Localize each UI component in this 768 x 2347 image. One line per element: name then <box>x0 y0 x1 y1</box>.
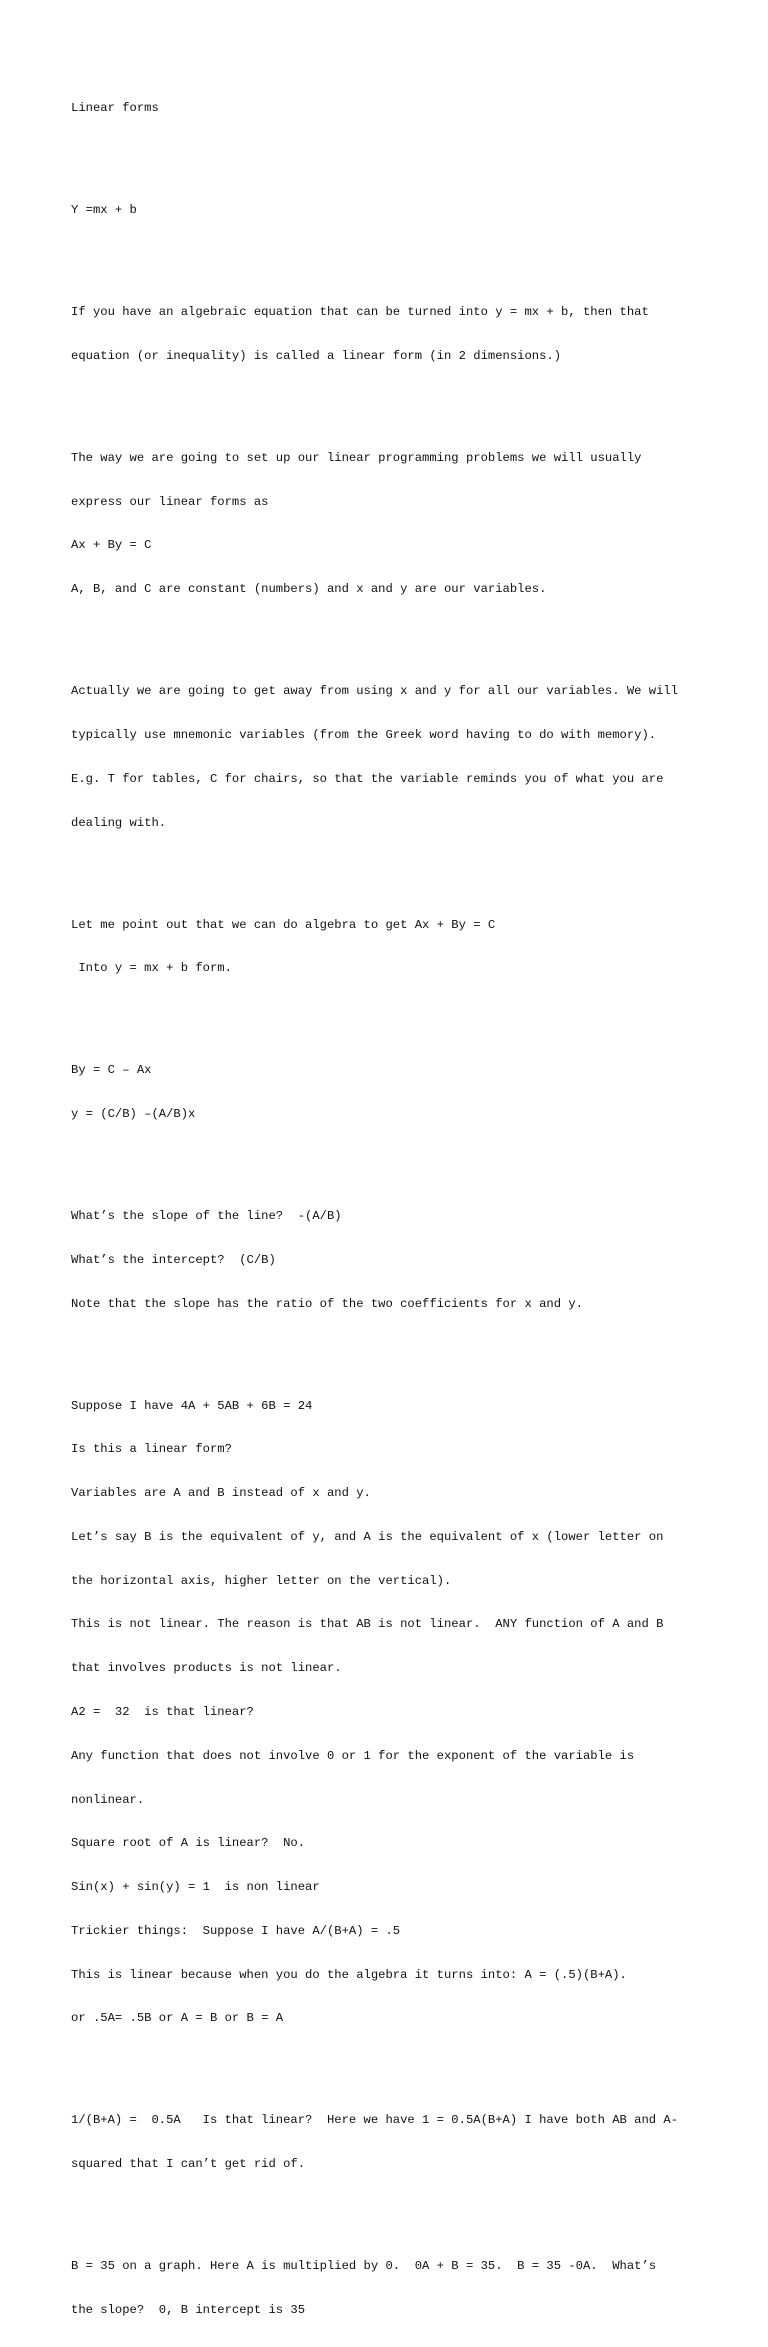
text-line: Sin(x) + sin(y) = 1 is non linear <box>71 1880 320 1895</box>
text-line: the slope? 0, B intercept is 35 <box>71 2302 306 2317</box>
text-line: By = C – Ax <box>71 1063 152 1078</box>
paragraph-slope-intercept <box>71 1180 711 1341</box>
text-line: B = 35 on a graph. Here A is multiplied by 0. 0A + B = 35. B = 35 -0A. What’s <box>71 2259 657 2274</box>
text-line: Note that the slope has the ratio of the two coefficients for x and y. <box>71 1296 583 1311</box>
text-line: dealing with. <box>71 815 167 830</box>
text-line: Y =mx + b <box>71 203 137 218</box>
text-line: A, B, and C are constant (numbers) and x and y are our variables. <box>71 582 547 597</box>
text-line: squared that I can’t get rid of. <box>71 2157 306 2172</box>
text-line: Variables are A and B instead of x and y. <box>71 1486 371 1501</box>
text-line: Any function that does not involve 0 or 1 for the exponent of the variable is <box>71 1748 635 1763</box>
equation-slope-intercept <box>71 174 711 247</box>
paragraph-constant-example <box>71 2230 711 2347</box>
text-line: 1/(B+A) = 0.5A Is that linear? Here we have 1 = 0.5A(B+A) I have both AB and A- <box>71 2113 679 2128</box>
text-line: Square root of A is linear? No. <box>71 1836 306 1851</box>
paragraph-reciprocal-example <box>71 2084 711 2201</box>
text-line: Let me point out that we can do algebra to get Ax + By = C <box>71 917 496 932</box>
text-line: Actually we are going to get away from using x and y for all our variables. We will <box>71 684 679 699</box>
text-line: express our linear forms as <box>71 494 269 509</box>
text-line: equation (or inequality) is called a linear form (in 2 dimensions.) <box>71 348 562 363</box>
text-line: Into y = mx + b form. <box>71 961 232 976</box>
text-line: or .5A= .5B or A = B or B = A <box>71 2011 284 2026</box>
text-line: This is linear because when you do the algebra it turns into: A = (.5)(B+A). <box>71 1967 627 1982</box>
paragraph-linearity-examples <box>71 1369 711 2055</box>
text-line: the horizontal axis, higher letter on the vertical). <box>71 1573 452 1588</box>
text-line: What’s the intercept? (C/B) <box>71 1252 276 1267</box>
document-page <box>71 72 711 2347</box>
text-line: The way we are going to set up our linear programming problems we will usually <box>71 450 642 465</box>
text-line: that involves products is not linear. <box>71 1661 342 1676</box>
text-line: This is not linear. The reason is that AB is not linear. ANY function of A and B <box>71 1617 664 1632</box>
text-line: Ax + By = C <box>71 538 152 553</box>
paragraph-derivation <box>71 1034 711 1151</box>
text-line: A2 = 32 is that linear? <box>71 1705 254 1719</box>
text-line: nonlinear. <box>71 1792 145 1807</box>
text-line: E.g. T for tables, C for chairs, so that the variable reminds you of what you are <box>71 771 664 786</box>
text-line: What’s the slope of the line? -(A/B) <box>71 1209 342 1223</box>
text-line: Suppose I have 4A + 5AB + 6B = 24 <box>71 1398 313 1413</box>
paragraph-standard-form <box>71 422 711 626</box>
text-line: Is this a linear form? <box>71 1442 232 1457</box>
doc-title <box>71 72 711 145</box>
text-line: Trickier things: Suppose I have A/(B+A) = .5 <box>71 1923 401 1938</box>
text-line: If you have an algebraic equation that can be turned into y = mx + b, then that <box>71 305 649 320</box>
paragraph-definition <box>71 276 711 393</box>
paragraph-algebra <box>71 888 711 1005</box>
text-line: y = (C/B) –(A/B)x <box>71 1107 196 1122</box>
text-line: Let’s say B is the equivalent of y, and A is the equivalent of x (lower letter on <box>71 1529 664 1544</box>
text-line: typically use mnemonic variables (from the Greek word having to do with memory). <box>71 727 657 742</box>
text-line: Linear forms <box>71 101 159 116</box>
paragraph-mnemonic-variables <box>71 655 711 859</box>
